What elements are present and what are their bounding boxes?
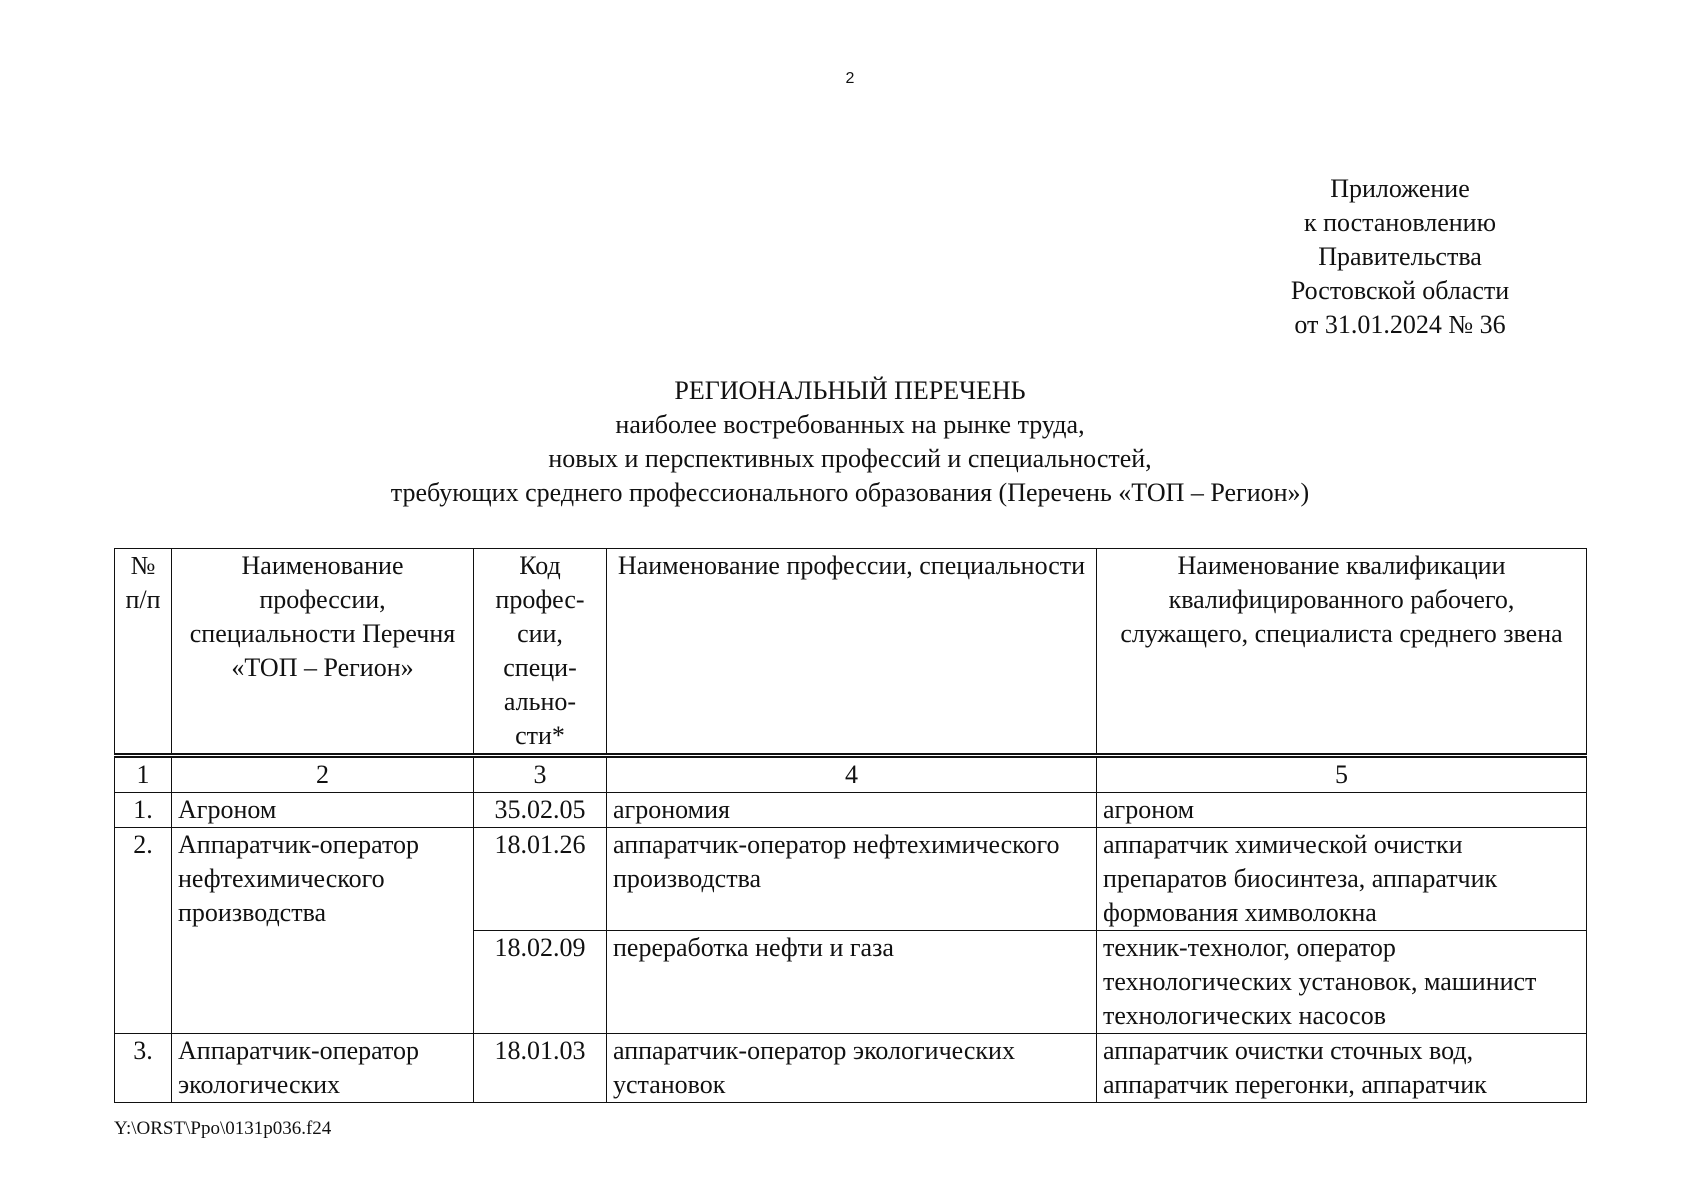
row-number: 3. (115, 1034, 172, 1103)
title-line: требующих среднего профессионального образования (Перечень «ТОП – Регион») (390, 478, 1310, 507)
table-row (115, 828, 1587, 931)
profession-name: переработка нефти и газа (607, 931, 1097, 1034)
document-title (200, 374, 1500, 510)
title-line: наиболее востребованных на рынке труда, (615, 410, 1085, 439)
profession-name: агрономия (607, 793, 1097, 828)
qualification-name: техник-технолог, оператор технологических установок, машинист технологических насосов (1097, 931, 1587, 1034)
appendix-line: от 31.01.2024 № 36 (1294, 310, 1506, 339)
file-path-footer: Y:\ORST\Ppo\0131p036.f24 (114, 1118, 332, 1139)
column-number: 1 (115, 756, 172, 793)
profession-name: аппаратчик-оператор экологических установок (607, 1034, 1097, 1103)
header-cell-qualification: Наименование квалификации квалифицированного рабочего, служащего, специалиста среднего звена (1097, 549, 1587, 756)
appendix-line: к постановлению (1303, 208, 1497, 237)
qualification-name: агроном (1097, 793, 1587, 828)
profession-code: 18.01.26 (474, 828, 607, 931)
header-cell-profession: Наименование профессии, специальности (607, 549, 1097, 756)
profession-code: 18.02.09 (474, 931, 607, 1034)
top-region-name: Аппаратчик-оператор экологических (172, 1034, 474, 1103)
column-number: 2 (172, 756, 474, 793)
row-number: 1. (115, 793, 172, 828)
appendix-line: Правительства (1318, 242, 1482, 271)
appendix-line: Ростовской области (1290, 276, 1510, 305)
header-cell-number: № п/п (115, 549, 172, 756)
title-heading: РЕГИОНАЛЬНЫЙ ПЕРЕЧЕНЬ (674, 376, 1026, 405)
qualification-name: аппаратчик очистки сточных вод, аппаратчик перегонки, аппаратчик (1097, 1034, 1587, 1103)
qualification-name: аппаратчик химической очистки препаратов биосинтеза, аппаратчик формования химволокна (1097, 828, 1587, 931)
profession-code: 18.01.03 (474, 1034, 607, 1103)
professions-table (114, 548, 1587, 1103)
column-number: 3 (474, 756, 607, 793)
page-number: 2 (845, 70, 855, 87)
appendix-line: Приложение (1330, 174, 1470, 203)
column-number: 5 (1097, 756, 1587, 793)
profession-code: 35.02.05 (474, 793, 607, 828)
table-row (115, 793, 1587, 828)
column-number: 4 (607, 756, 1097, 793)
header-cell-code: Код профес-сии, специ-ально-сти* (474, 549, 607, 756)
appendix-block (1250, 172, 1550, 342)
title-line: новых и перспективных профессий и специальностей, (548, 444, 1152, 473)
top-region-name: Аппаратчик-оператор нефтехимического производства (172, 828, 474, 1034)
row-number: 2. (115, 828, 172, 1034)
column-number-row (115, 756, 1587, 793)
table-row (115, 1034, 1587, 1103)
header-row (115, 549, 1587, 756)
top-region-name: Агроном (172, 793, 474, 828)
header-cell-top-region-name: Наименование профессии, специальности Перечня «ТОП – Регион» (172, 549, 474, 756)
profession-name: аппаратчик-оператор нефтехимического производства (607, 828, 1097, 931)
